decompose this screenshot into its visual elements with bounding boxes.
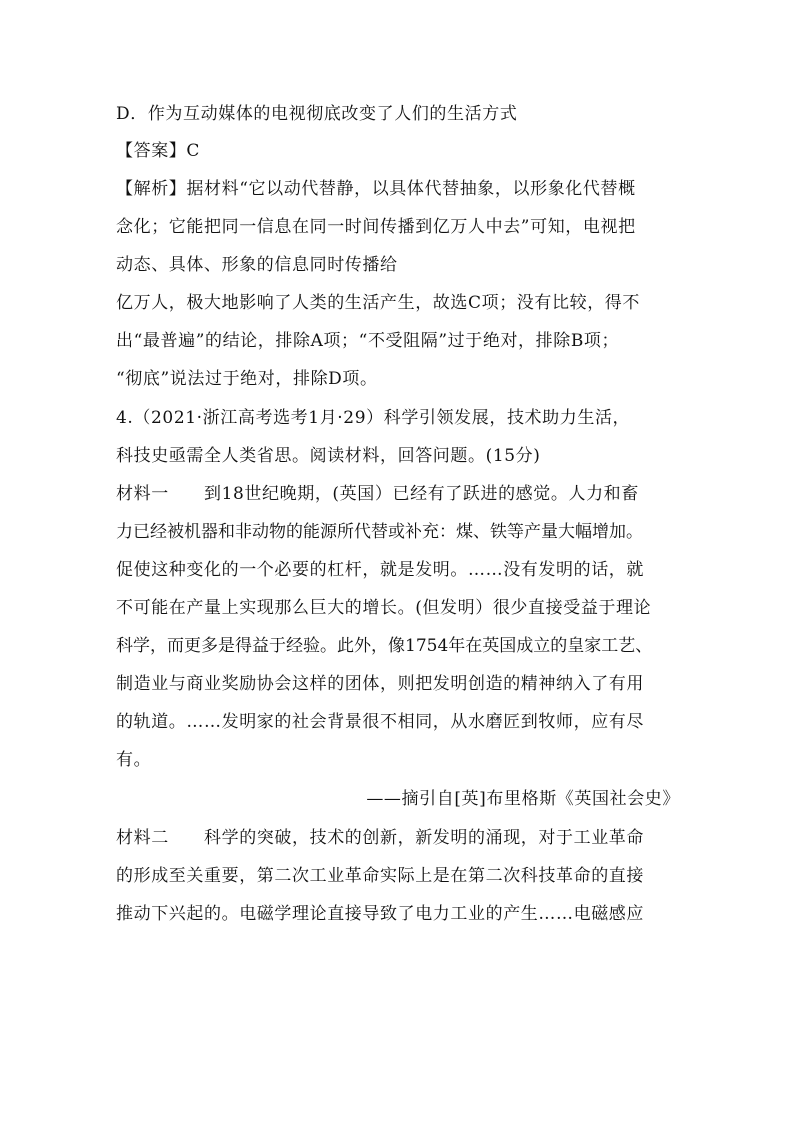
material-1-line-4: 不可能在产量上实现那么巨大的增长。(但发明）很少直接受益于理论 [116, 598, 652, 618]
material-1-line-3: 促使这种变化的一个必要的杠杆，就是发明。……没有发明的话，就 [116, 560, 644, 580]
question-4-line-2: 科技史亟需全人类省思。阅读材料，回答问题。(15分) [116, 446, 541, 466]
option-d: D．作为互动媒体的电视彻底改变了人们的生活方式 [116, 104, 518, 124]
analysis-line-6: “彻底”说法过于绝对，排除D项。 [116, 369, 378, 389]
material-2-line-2: 的形成至关重要，第二次工业革命实际上是在第二次科技革命的直接 [116, 866, 644, 886]
analysis-line-1: 【解析】据材料“它以动代替静，以具体代替抽象，以形象化代替概 [116, 179, 636, 199]
material-1-line-2: 力已经被机器和非动物的能源所代替或补充：煤、铁等产量大幅增加。 [116, 522, 643, 542]
analysis-line-4: 亿万人，极大地影响了人类的生活产生，故选C项；没有比较，得不 [116, 293, 641, 313]
material-1-line-7: 的轨道。……发明家的社会背景很不相同，从水磨匠到牧师，应有尽 [116, 712, 644, 732]
material-1-line-6: 制造业与商业奖励协会这样的团体，则把发明创造的精神纳入了有用 [116, 674, 644, 694]
material-2-line-3: 推动下兴起的。电磁学理论直接导致了电力工业的产生……电磁感应 [116, 904, 644, 924]
question-4-line-1: 4.（2021·浙江高考选考1月·29）科学引领发展，技术助力生活， [116, 408, 631, 428]
analysis-line-5: 出“最普遍”的结论，排除A项；“不受阻隔”过于绝对，排除B项； [116, 331, 620, 351]
document-page [116, 104, 682, 925]
material-1-line-8: 有。 [116, 750, 152, 770]
material-1-line-1: 材料一 到18世纪晚期，(英国）已经有了跃进的感觉。人力和畜 [116, 484, 639, 504]
analysis-line-3: 动态、具体、形象的信息同时传播给 [116, 255, 398, 275]
material-1-source: ——摘引自[英]布里格斯《英国社会史》 [366, 789, 680, 809]
material-1-line-5: 科学，而更多是得益于经验。此外，像1754年在英国成立的皇家工艺、 [116, 636, 653, 656]
material-2-line-1: 材料二 科学的突破，技术的创新，新发明的涌现，对于工业革命 [116, 828, 644, 848]
analysis-line-2: 念化；它能把同一信息在同一时间传播到亿万人中去”可知，电视把 [116, 217, 636, 237]
answer-line: 【答案】C [116, 141, 201, 161]
